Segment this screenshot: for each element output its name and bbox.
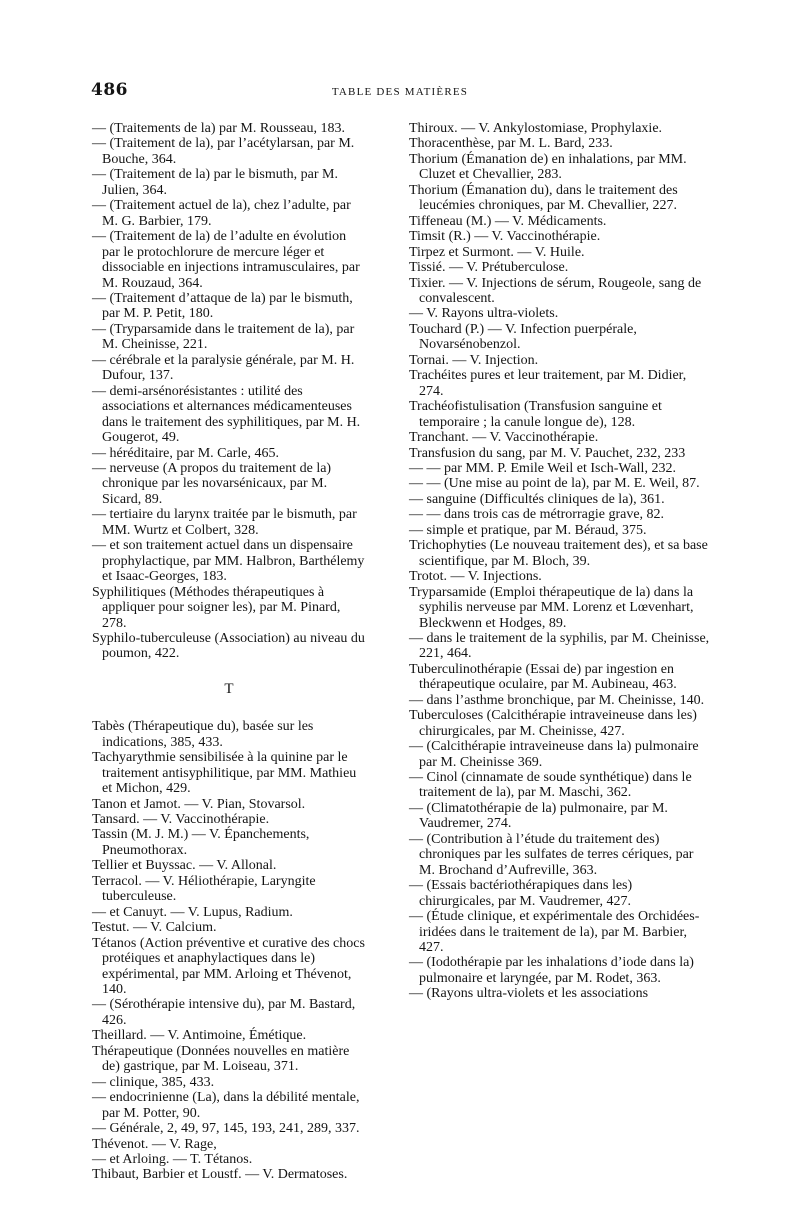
page-number: 486 — [91, 80, 128, 100]
index-entry: Tanon et Jamot. — V. Pian, Stovarsol. — [92, 796, 306, 812]
index-entry: Timsit (R.) — V. Vaccinothérapie. — [409, 229, 601, 245]
index-entry: Trotot. — V. Injections. — [409, 569, 542, 585]
index-entry: Theillard. — V. Antimoine, Émétique. — [92, 1028, 307, 1044]
index-entry: — (Traitement actuel de la), chez l’adulte, par M. G. Barbier, 179. — [92, 198, 351, 229]
index-entry: — endocrinienne (La), dans la débilité mentale, par M. Potter, 90. — [92, 1090, 360, 1121]
index-entry: — clinique, 385, 433. — [92, 1074, 215, 1090]
index-entry: Thiroux. — V. Ankylostomiase, Prophylaxie. — [409, 121, 663, 136]
index-entry: — (Traitement d’attaque de la) par le bismuth, par M. P. Petit, 180. — [92, 290, 353, 322]
index-entry: Tixier. — V. Injections de sérum, Rougeole, sang de convalescent. — [409, 275, 702, 306]
index-entry: — V. Rayons ultra-violets. — [409, 306, 559, 322]
index-entry: — — (Une mise au point de la), par M. E. Weil, 87. — [409, 476, 700, 492]
index-entry: Tétanos (Action préventive et curative des chocs protéiques et anaphylactiques dans le) expérimental, par MM. Arloing et Thévenot, 140. — [92, 935, 365, 998]
index-entry: — et Canuyt. — V. Lupus, Radium. — [92, 904, 293, 920]
index-entry: Syphilo-tuberculeuse (Association) au niveau du poumon, 422. — [92, 630, 365, 662]
index-entry: — et Arloing. — T. Tétanos. — [92, 1152, 253, 1167]
index-entry: Tissié. — V. Prétuberculose. — [409, 260, 569, 276]
index-entry: — et son traitement actuel dans un dispensaire prophylactique, par MM. Halbron, Barthélemy et Isaac-Georges, 183. — [92, 538, 365, 585]
index-entry: Tornai. — V. Injection. — [409, 352, 539, 368]
index-entry: — (Essais bactériothérapiques dans les) chirurgicales, par M. Vaudremer, 427. — [409, 878, 633, 909]
index-entry: Tabès (Thérapeutique du), basée sur les indications, 385, 433. — [92, 719, 314, 750]
index-entry: Tryparsamide (Emploi thérapeutique de la) dans la syphilis nerveuse par MM. Lorenz et Lœvenhart, Bleckwenn et Hodges, 89. — [409, 584, 694, 631]
right-entries — [409, 121, 711, 1002]
index-entry: Terracol. — V. Héliothérapie, Laryngite tuberculeuse. — [92, 873, 316, 905]
index-entry: — Générale, 2, 49, 97, 145, 193, 241, 289, 337. — [92, 1121, 360, 1137]
index-entry: — demi-arsénorésistantes : utilité des associations et alternances médicamenteuses dans le traitement des syphilitiques, par M. H. Gougerot, 49. — [92, 383, 361, 446]
index-entry: Thérapeutique (Données nouvelles en matière de) gastrique, par M. Loiseau, 371. — [92, 1043, 350, 1075]
index-entry: Transfusion du sang, par M. V. Pauchet, 232, 233 — [409, 445, 686, 461]
index-entry: Touchard (P.) — V. Infection puerpérale, Novarsénobenzol. — [409, 321, 637, 353]
index-entry: — — dans trois cas de métrorragie grave, 82. — [409, 507, 665, 523]
index-entry: Tirpez et Surmont. — V. Huile. — [409, 244, 585, 260]
index-entry: — (Traitements de la) par M. Rousseau, 183. — [92, 121, 345, 136]
right-column — [409, 121, 711, 1002]
index-entry: — dans l’asthme bronchique, par M. Cheinisse, 140. — [409, 692, 705, 708]
index-entry: Tachyarythmie sensibilisée à la quinine par le traitement antisyphilitique, par MM. Mathieu et Michon, 429. — [92, 750, 357, 797]
index-entry: — (Traitement de la) par le bismuth, par M. Julien, 364. — [92, 167, 338, 198]
index-entry: — simple et pratique, par M. Béraud, 375. — [409, 522, 647, 538]
index-entry: — tertiaire du larynx traitée par le bismuth, par MM. Wurtz et Colbert, 328. — [92, 507, 357, 538]
index-entry: — (Sérothérapie intensive du), par M. Bastard, 426. — [92, 997, 356, 1028]
index-entry: — (Rayons ultra-violets et les associations — [409, 986, 649, 1002]
index-entry: — (Contribution à l’étude du traitement des) chroniques par les sulfates de terres cériques, par M. Brochand d’Aufreville, 363. — [409, 831, 694, 878]
index-entry: Tansard. — V. Vaccinothérapie. — [92, 812, 270, 828]
index-entry: — — par MM. P. Emile Weil et Isch-Wall, 232. — [409, 460, 676, 476]
index-entry: Thorium (Émanation de) en inhalations, par MM. Cluzet et Chevallier, 283. — [409, 151, 687, 183]
index-entry: Tuberculoses (Calcithérapie intraveineuse dans les) chirurgicales, par M. Cheinisse, 427. — [409, 708, 697, 739]
index-entry: Tassin (M. J. M.) — V. Épanchements, Pneumothorax. — [92, 827, 310, 858]
index-entry: Thibaut, Barbier et Loustf. — V. Dermatoses. — [92, 1167, 348, 1183]
index-entry: Tellier et Buyssac. — V. Allonal. — [92, 858, 277, 874]
index-entry: Tranchant. — V. Vaccinothérapie. — [409, 430, 599, 446]
left-column — [92, 121, 366, 1183]
index-entry: — (Étude clinique, et expérimentale des Orchidées-iridées dans le traitement de la), par M. Barbier, 427. — [409, 909, 700, 956]
index-entry: — (Iodothérapie par les inhalations d’iode dans la) pulmonaire et laryngée, par M. Rodet, 363. — [409, 955, 694, 986]
index-entry: — (Climatothérapie de la) pulmonaire, par M. Vaudremer, 274. — [409, 800, 668, 832]
index-entry: Syphilitiques (Méthodes thérapeutiques à appliquer pour soigner les), par M. Pinard, 278. — [92, 584, 341, 631]
index-entry: Tuberculinothérapie (Essai de) par ingestion en thérapeutique oculaire, par M. Aubineau, 463. — [409, 661, 677, 693]
index-entry: — Cinol (cinnamate de soude synthétique) dans le traitement de la), par M. Maschi, 362. — [409, 770, 692, 801]
index-entry: Trichophyties (Le nouveau traitement des), et sa base scientifique, par M. Bloch, 39. — [409, 538, 708, 569]
running-title: TABLE DES MATIÈRES — [331, 86, 469, 98]
index-entry: — (Calcithérapie intraveineuse dans la) pulmonaire par M. Cheinisse 369. — [409, 739, 699, 770]
index-entry: Thoracenthèse, par M. L. Bard, 233. — [409, 136, 613, 152]
index-entry: Trachéofistulisation (Transfusion sanguine et temporaire ; la canule longue de), 128. — [409, 399, 662, 430]
section-letter: T — [224, 680, 234, 697]
left-entries-t — [92, 719, 366, 1183]
index-entry: Testut. — V. Calcium. — [92, 920, 217, 936]
index-entry: — nerveuse (A propos du traitement de la) chronique par les novarsénicaux, par M. Sicard, 89. — [92, 460, 332, 507]
index-entry: Thévenot. — V. Rage, — [92, 1136, 217, 1152]
index-entry: Tiffeneau (M.) — V. Médicaments. — [409, 213, 607, 229]
index-entry: — (Traitement de la), par l’acétylarsan, par M. Bouche, 364. — [92, 136, 355, 167]
index-entry: — sanguine (Difficultés cliniques de la), 361. — [409, 491, 665, 507]
index-entry: — cérébrale et la paralysie générale, par M. H. Dufour, 137. — [92, 352, 355, 384]
left-entries-s — [92, 121, 366, 662]
index-entry: — (Traitement de la) de l’adulte en évolution par le protochlorure de mercure léger et dissociable en injections intramusculaires, par M. Rouzaud, 364. — [92, 229, 360, 291]
index-entry: — (Tryparsamide dans le traitement de la), par M. Cheinisse, 221. — [92, 321, 355, 353]
index-entry: Thorium (Émanation du), dans le traitement des leucémies chroniques, par M. Chevallier, 227. — [409, 182, 678, 214]
index-entry: — héréditaire, par M. Carle, 465. — [92, 445, 279, 461]
index-entry: Trachéites pures et leur traitement, par M. Didier, 274. — [409, 368, 687, 399]
index-entry: — dans le traitement de la syphilis, par M. Cheinisse, 221, 464. — [409, 630, 710, 662]
